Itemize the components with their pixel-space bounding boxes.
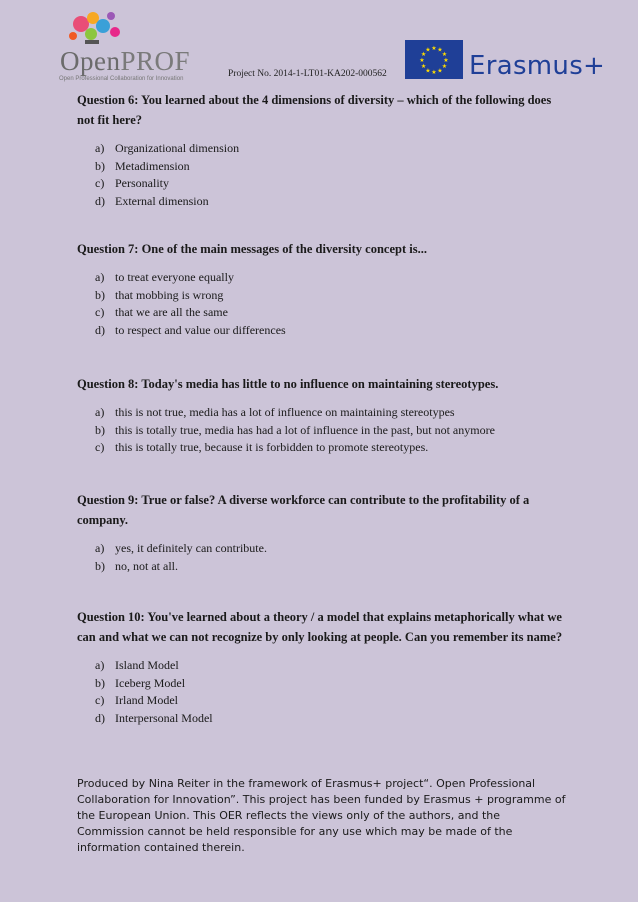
option-item[interactable]: c) Irland Model (95, 693, 178, 707)
option-item[interactable]: b) Metadimension (95, 158, 190, 173)
openprof-logo-icon (63, 8, 123, 48)
option-item[interactable]: c) that we are all the same (95, 305, 228, 319)
eu-flag-icon (405, 40, 463, 79)
question-block (77, 374, 567, 457)
project-number: Project No. 2014-1-LT01-KA202-000562 (228, 69, 387, 79)
options-list (77, 540, 567, 575)
option-item[interactable]: b) no, not at all. (95, 558, 178, 573)
option-item[interactable]: a) Island Model (95, 658, 179, 672)
option-item[interactable]: d) External dimension (95, 193, 209, 208)
option-item[interactable]: d) to respect and value our differences (95, 322, 286, 337)
svg-text:★: ★ (425, 67, 431, 75)
logo-tagline: Open Professional Collaboration for Innovation (59, 76, 184, 82)
option-item[interactable]: b) that mobbing is wrong (95, 287, 224, 302)
svg-text:★: ★ (437, 46, 443, 54)
option-item[interactable]: a) Organizational dimension (95, 141, 240, 155)
option-item[interactable]: a) to treat everyone equally (95, 270, 234, 284)
option-item[interactable]: c) this is totally true, because it is forbidden to promote stereotypes. (95, 440, 429, 454)
page-header (0, 0, 638, 90)
question-block (77, 90, 567, 210)
question-6: Question 6: You learned about the 4 dimensions of diversity – which of the following does not fit here? (77, 93, 552, 127)
options-list (77, 140, 567, 210)
openprof-logo (55, 8, 230, 86)
svg-text:★: ★ (431, 69, 437, 76)
option-item[interactable]: d) Interpersonal Model (95, 710, 213, 725)
svg-text:★: ★ (419, 57, 425, 64)
question-block (77, 239, 567, 339)
svg-text:★: ★ (431, 45, 437, 52)
question-7: Question 7: One of the main messages of the diversity concept is... (77, 242, 427, 256)
options-list (77, 404, 567, 457)
svg-text:★: ★ (437, 67, 443, 75)
options-list (77, 657, 567, 727)
svg-text:★: ★ (443, 57, 449, 64)
erasmus-logo-text: Erasmus+ (469, 51, 606, 81)
options-list (77, 269, 567, 339)
option-item[interactable]: a) yes, it definitely can contribute. (95, 541, 267, 555)
openprof-logo-text: OpenPROF (60, 46, 191, 76)
footer-disclaimer: Produced by Nina Reiter in the framework of Erasmus+ project“. Open Professional Collaboration for Innovation”. This project has been funded by Erasmus + programme of the European Union. This OER reflects the views only of the authors, and the Commission cannot be held responsible for any use which may be made of the information contained therein. (77, 777, 566, 854)
svg-text:★: ★ (425, 46, 431, 54)
option-item[interactable]: b) Iceberg Model (95, 675, 186, 690)
question-block (77, 490, 567, 575)
question-block (77, 607, 567, 727)
svg-text:★: ★ (420, 63, 427, 71)
option-item[interactable]: a) this is not true, media has a lot of influence on maintaining stereotypes (95, 405, 455, 419)
svg-text:★: ★ (441, 50, 448, 58)
svg-text:★: ★ (441, 63, 448, 71)
question-9: Question 9: True or false? A diverse workforce can contribute to the profitability of a company. (77, 493, 530, 527)
option-item[interactable]: c) Personality (95, 176, 169, 190)
svg-text:★: ★ (420, 50, 427, 58)
option-item[interactable]: b) this is totally true, media has had a lot of influence in the past, but not anymore (95, 422, 495, 437)
question-8: Question 8: Today's media has little to no influence on maintaining stereotypes. (77, 377, 499, 391)
question-10: Question 10: You've learned about a theory / a model that explains metaphorically what we can and what we can not recognize by only looking at people. Can you remember its name? (77, 610, 563, 644)
